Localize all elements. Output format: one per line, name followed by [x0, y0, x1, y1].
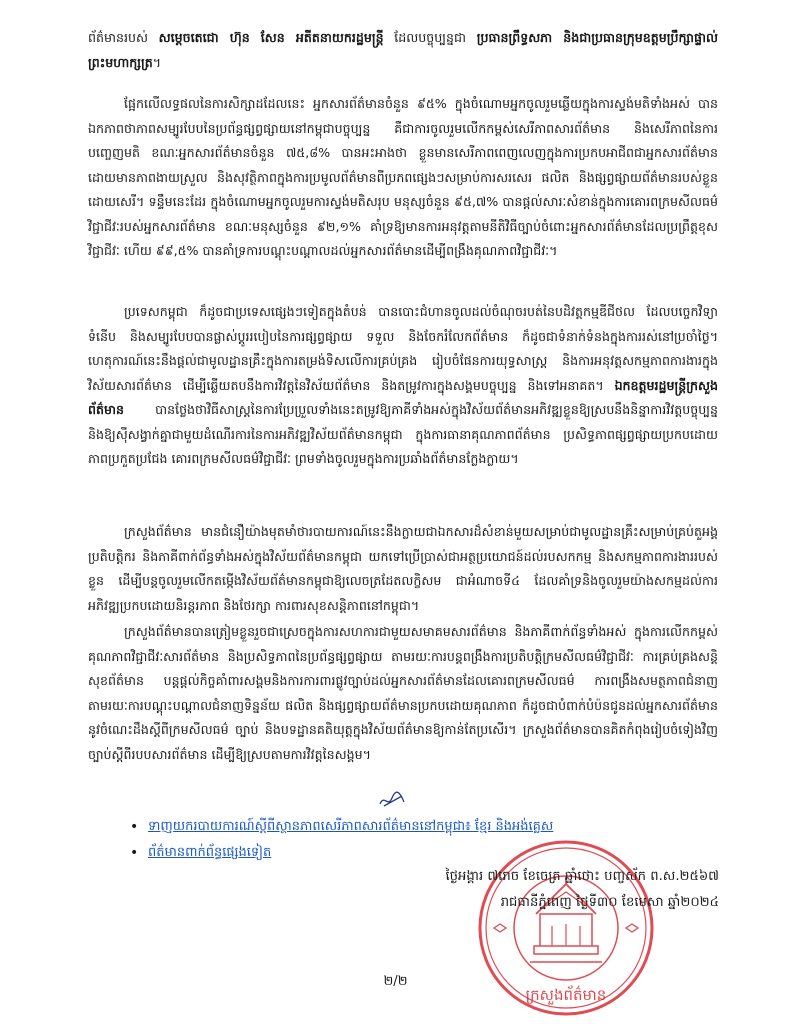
paragraph-5: ក្រសួងព័ត៌មានបានត្រៀមខ្លួនរួចជាស្រេចក្នុងការសហការជាមួយសមាគមសារព័ត៌មាន និងភាគីពាក់ព័ន្ធទាំងអស់ ក្នុងការលើកកម្ពស់គុណភាពវិជ្ជាជីវៈសារព័ត៌មាន និងប្រសិទ្ធភាពនៃប្រព័ន្ធផ្សព្វផ្សាយ តាមរយៈការបន្តពង្រឹងការប្រតិបត្តិក្រមសីលធម៌វិជ្ជាជីវៈ ការគ្រប់គ្រងសន្តិសុខព័ត៌មាន បន្តផ្តល់កិច្ចគាំពារសង្គមនិងការការពារផ្លូវច្បាប់ដល់អ្នកសារព័ត៌មានដែលគោរពក្រមសីលធម៌ ការពង្រឹងសមត្ថភាពជំនាញតាមរយៈការបណ្តុះបណ្តាលជំនាញទិន្នន័យ ផលិត និងផ្សព្វផ្សាយព័ត៌មានប្រកបដោយគុណភាព ក៏ដូចជាបំពាក់បំប៉នជូនដល់អ្នកសារព័ត៌មាននូវចំណេះដឹងស្តីពីក្រមសីលធម៌ ច្បាប់ និងបទដ្ឋានគតិយុត្តក្នុងវិស័យព័ត៌មានឱ្យកាន់តែប្រសើរ។ ក្រសួងព័ត៌មានបានគិតកំពុងរៀបចំទៀងវិញច្បាប់ស្តីពីរបបសារព័ត៌មាន ដើម្បីឱ្យស្របតាមការវិវត្តនៃសង្គម។: [88, 624, 718, 762]
download-report-link[interactable]: ទាញយករបាយការណ៍ស្តីពីស្ថានភាពសេរីភាពសារព័ត៌មាននៅកម្ពុជា៖ ខ្មែរ និងអង់គ្លេស: [148, 819, 554, 834]
initials-signature: [378, 790, 408, 810]
paragraph-1: ព័ត៌មានរបស់ សម្តេចតេជោ ហ៊ុន សែន អតីតនាយករដ្ឋមន្ត្រី ដែលបច្ចុប្បន្នជា ប្រធានព្រឹទ្ធសភា និងជាប្រធានក្រុមឧត្តមប្រឹក្សាផ្ទាល់ព្រះមហាក្សត្រ។: [88, 30, 718, 70]
paragraph-3: ប្រទេសកម្ពុជា ក៏ដូចជាប្រទេសផ្សេងៗទៀតក្នុងតំបន់ បានបោះជំហានចូលដល់ចំណុចរបត់នៃបដិវត្តកម្មឌីជីថល ដែលបច្ចេកវិទ្យាទំនើប និងសម្បូរបែបបានផ្លាស់ប្តូររបៀបនៃការផ្សព្វផ្សាយ ទទួល និងចែករំលែកព័ត៌មាន ក៏ដូចជាទំនាក់ទំនងក្នុងការរស់នៅប្រចាំថ្ងៃ។ ហេតុការណ៍នេះនឹងផ្តល់ជាមូលដ្ឋានគ្រឹះក្នុងការតម្រង់ទិសលើការគ្រប់គ្រង រៀបចំផែនការយុទ្ធសាស្ត្រ និងការអនុវត្តសកម្មភាពការងារក្នុងវិស័យសារព័ត៌មាន ដើម្បីឆ្លើយតបនឹងការវិវត្តនៃវិស័យព័ត៌មាន និងតម្រូវការក្នុងសង្គមបច្ចុប្បន្ន និងទៅអនាគត។ ឯកឧត្តមរដ្ឋមន្ត្រីក្រសួងព័ត៌មាន បានថ្លែងថាវិធីសាស្ត្រនៃការប្រែប្រួលទាំងនេះតម្រូវឱ្យភាគីទាំងអស់ក្នុងវិស័យព័ត៌មានអភិវឌ្ឍខ្លួនឱ្យស្របនឹងនិន្នាការវិវត្តបច្ចុប្បន្ន និងឱ្យស៊ីសង្វាក់គ្នាជាមួយដំណើរការនៃការអភិវឌ្ឍវិស័យព័ត៌មានកម្ពុជា ក្នុងការធានាគុណភាពព័ត៌មាន ប្រសិទ្ធភាពផ្សព្វផ្សាយប្រកបដោយភាពប្រកួតប្រជែង គោរពក្រមសីលធម៌វិជ្ជាជីវៈ ព្រមទាំងចូលរួមក្នុងការប្រឆាំងព័ត៌មានក្លែងក្លាយ។: [88, 304, 718, 466]
svg-text:ក្រសួងព័ត៌មាន: ក្រសួងព័ត៌មាន: [525, 986, 607, 1004]
title-senate-president: ប្រធានព្រឹទ្ធសភា និងជាប្រធានក្រុមឧត្តមប្រឹក្សាផ្ទាល់ព្រះមហាក្សត្រ: [88, 30, 718, 70]
name-hun-sen: សម្តេចតេជោ ហ៊ុន សែន អតីតនាយករដ្ឋមន្ត្រី: [158, 30, 384, 45]
minister-title: ឯកឧត្តមរដ្ឋមន្ត្រីក្រសួងព័ត៌មាន: [88, 377, 718, 417]
paragraph-2: ផ្អែកលើលទ្ធផលនៃការសិក្សាដដែលនេះ អ្នកសារព័ត៌មានចំនួន ៩៥% ក្នុងចំណោមអ្នកចូលរួមឆ្លើយក្នុងការស្ទង់មតិទាំងអស់ បានឯកភាពថាភាពសម្បូរបែបនៃប្រព័ន្ធផ្សព្វផ្សាយនៅកម្ពុជាបច្ចុប្បន្ន គឺជាការចូលរួមលើកកម្ពស់សេរីភាពសារព័ត៌មាន និងសេរីភាពនៃការបញ្ចេញមតិ ខណៈអ្នកសារព័ត៌មានចំនួន ៧៥,៨% បានអះអាងថា ខ្លួនមានសេរីភាពពេញលេញក្នុងការប្រកបអាជីពជាអ្នកសារព័ត៌មាន ដោយមានភាពងាយស្រួល និងសុវត្ថិភាពក្នុងការប្រមូលព័ត៌មានពីប្រភពផ្សេងៗសម្រាប់ការសរសេរ ផលិត និងផ្សព្វផ្សាយព័ត៌មានរបស់ខ្លួនដោយសេរី។ ទន្ទឹមនេះដែរ ក្នុងចំណោមអ្នកចូលរួមការស្ទង់មតិសរុប មនុស្សចំនួន ៩៥,៧% បានផ្តល់សារៈសំខាន់ក្នុងការគោរពក្រមសីលធម៌វិជ្ជាជីវៈរបស់អ្នកសារព័ត៌មាន ខណៈមនុស្សចំនួន ៩២,១% គាំទ្រឱ្យមានការអនុវត្តតាមនីតិវិធីច្បាប់ចំពោះអ្នកសារព័ត៌មានដែលប្រព្រឹត្តខុសវិជ្ជាជីវៈ ហើយ ៩៩,៥% បានគាំទ្រការបណ្តុះបណ្តាលដល់អ្នកសារព័ត៌មានដើម្បីពង្រឹងគុណភាពវិជ្ជាជីវៈ។: [88, 96, 718, 258]
date-line-lunar: ថ្ងៃអង្គារ ៧រោច ខែចេត្រ ឆ្នាំថោះ បញ្ចស័ក ព.ស.២៥៦៧: [445, 869, 719, 884]
page-number: ២/២: [383, 974, 408, 989]
related-news-link[interactable]: ព័ត៌មានពាក់ព័ន្ធផ្សេងទៀត: [148, 845, 272, 860]
paragraph-4: ក្រសួងព័ត៌មាន មានជំនឿយ៉ាងមុតមាំថារបាយការណ៍នេះនឹងក្លាយជាឯកសារដ៏សំខាន់មួយសម្រាប់ជាមូលដ្ឋានគ្រឹះសម្រាប់គ្រប់តួអង្គ ប្រតិបត្តិករ និងភាគីពាក់ព័ន្ធទាំងអស់ក្នុងវិស័យព័ត៌មានកម្ពុជា យកទៅប្រើប្រាស់ជាអត្ថប្រយោជន៍ដល់របសកកម្ម និងសកម្មភាពការងាររបស់ខ្លួន ដើម្បីបន្តចូលរួមលើកតម្កើងវិស័យព័ត៌មានកម្ពុជាឱ្យលេចត្រដែតលក្ខិសម ជាអំណាចទី៤ ដែលគាំទ្រនិងចូលរួមយ៉ាងសកម្មដល់ការអភិវឌ្ឍប្រកបដោយនិរន្តរភាព និងថែរក្សា ការពារសុខសន្តិភាពនៅកម្ពុជា។: [88, 524, 718, 613]
date-line-gregorian: រាជធានីភ្នំពេញ ថ្ងៃទី៣០ ខែមេសា ឆ្នាំ២០២៤: [500, 895, 719, 910]
